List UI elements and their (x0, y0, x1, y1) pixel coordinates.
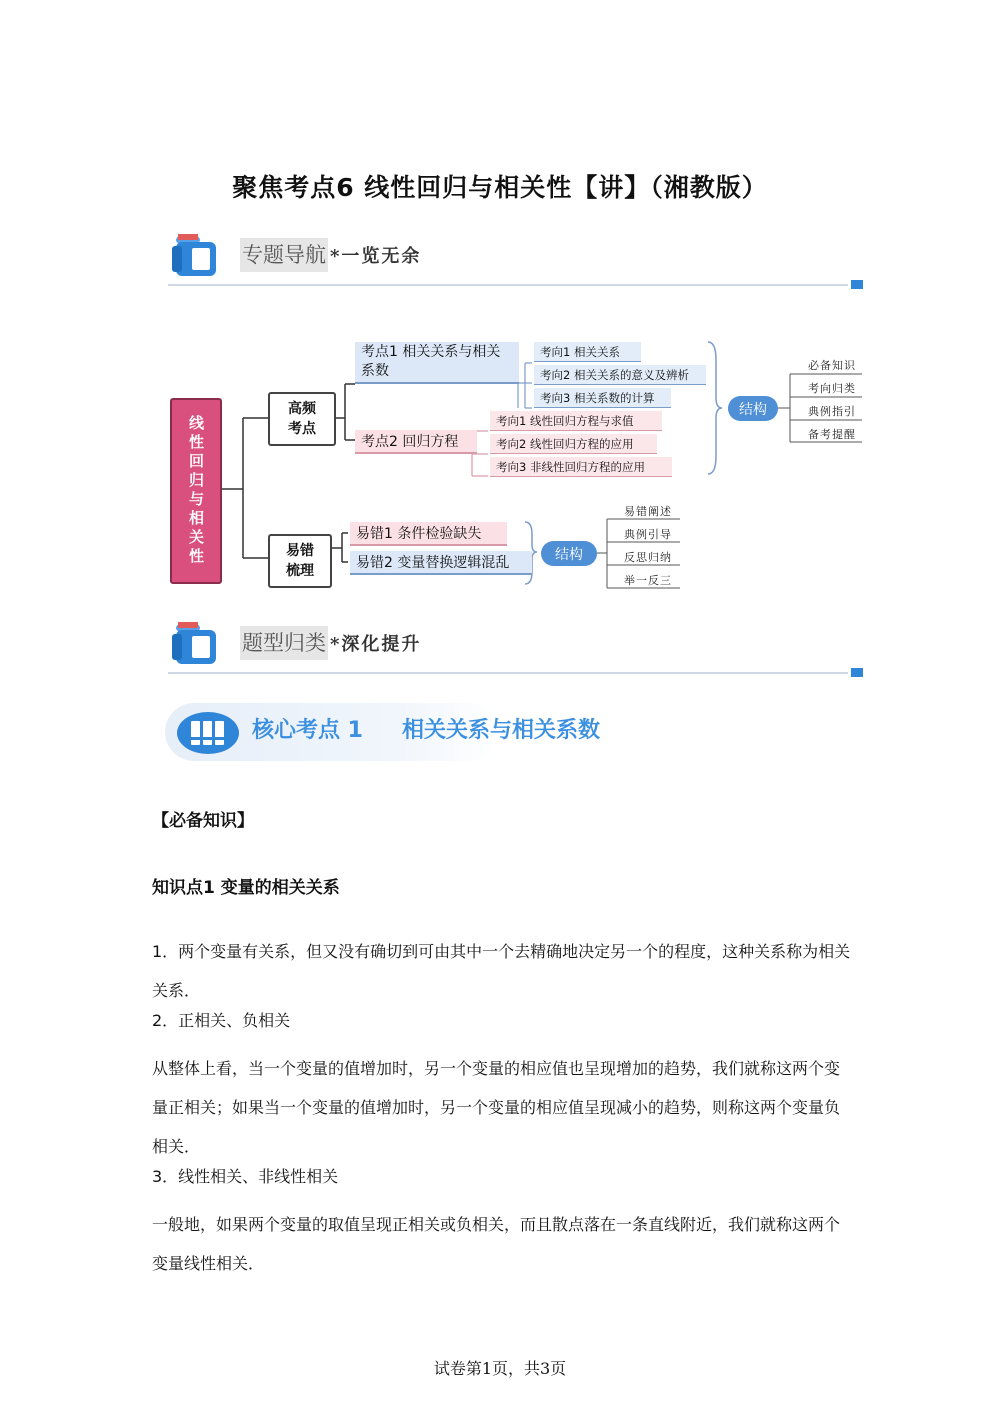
structure-pill-2: 结构 (541, 541, 597, 566)
page-footer: 试卷第1页，共3页 (433, 1359, 567, 1378)
core-label: 核心考点 1 (252, 718, 363, 743)
structure2-item-2: 典例引导 (624, 528, 672, 541)
binder-icon (176, 711, 240, 755)
point2-item-2: 考向2 线性回归方程的应用 (490, 434, 657, 454)
knowledge-point-heading: 知识点1 变量的相关关系 (152, 878, 340, 898)
structure1-item-1: 必备知识 (808, 359, 856, 372)
structure1-item-2: 考向归类 (808, 382, 856, 395)
point1-tag (355, 342, 519, 384)
section-sublabel: *一览无余 (330, 246, 422, 267)
error1-label: 易错1 条件检验缺失 (356, 526, 482, 542)
section-header-categories (168, 616, 868, 676)
section-sublabel: *深化提升 (330, 634, 422, 655)
divider (168, 672, 848, 674)
heading-3: 3．线性相关、非线性相关 (152, 1167, 339, 1186)
error2-tag (350, 551, 532, 575)
divider-marker (851, 668, 863, 677)
point1-label: 考点1 相关关系与相关系数 (361, 344, 501, 379)
paragraph-1: 1．两个变量有关系，但又没有确切到可由其中一个去精确地决定另一个的程度，这种关系称为相关关系． (152, 942, 851, 1000)
paragraph-2: 从整体上看，当一个变量的值增加时，另一个变量的相应值也呈现增加的趋势，我们就称这两个变量正相关；如果当一个变量的值增加时，另一个变量的相应值呈现减小的趋势，则称这两个变量负相关． (152, 1059, 841, 1156)
node-high-frequency-label: 高频考点 (288, 401, 316, 437)
point2-item-3: 考向3 非线性回归方程的应用 (490, 457, 672, 477)
node-error-sort-label: 易错梳理 (286, 543, 314, 579)
structure2-item-3: 反思归纳 (624, 551, 672, 564)
structure2-item-1: 易错阐述 (624, 505, 672, 518)
structure2-item-4: 举一反三 (624, 574, 672, 587)
point2-item-1: 考向1 线性回归方程与求值 (490, 411, 662, 431)
error1-tag (350, 522, 507, 546)
heading-2: 2．正相关、负相关 (152, 1011, 291, 1030)
point1-item-3: 考向3 相关系数的计算 (534, 388, 671, 408)
point1-item-1: 考向1 相关关系 (534, 342, 641, 362)
section-label: 专题导航 (240, 238, 328, 272)
node-error-sort (268, 534, 332, 588)
point2-label: 考点2 回归方程 (361, 434, 459, 450)
book-icon (168, 616, 224, 668)
mindmap-root-label: 线性回归与相关性 (187, 415, 205, 567)
structure1-item-3: 典例指引 (808, 405, 856, 418)
core-topic: 相关关系与相关系数 (402, 718, 601, 743)
point2-tag (355, 430, 477, 454)
must-know-heading: 【必备知识】 (152, 811, 254, 831)
structure1-item-4: 备考提醒 (808, 428, 856, 441)
mindmap-root (170, 398, 222, 584)
node-high-frequency (268, 392, 336, 446)
section-label: 题型归类 (240, 626, 328, 660)
page-title: 聚焦考点6 线性回归与相关性【讲】（湘教版） (232, 173, 768, 202)
structure-pill-1: 结构 (728, 396, 778, 421)
paragraph-3: 一般地，如果两个变量的取值呈现正相关或负相关，而且散点落在一条直线附近，我们就称这两个变量线性相关． (152, 1215, 841, 1273)
point1-item-2: 考向2 相关关系的意义及辨析 (534, 365, 706, 385)
error2-label: 易错2 变量替换逻辑混乱 (356, 555, 510, 571)
